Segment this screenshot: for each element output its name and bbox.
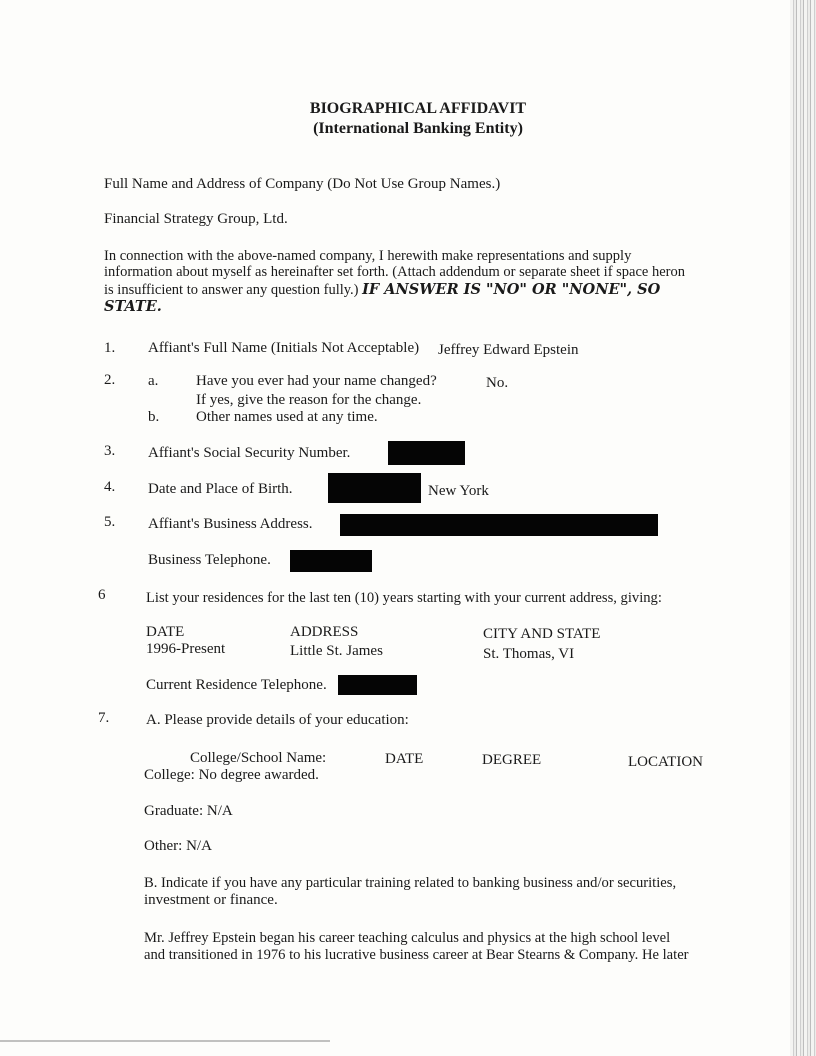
q4-number: 4.: [104, 479, 116, 495]
q7-header-location: LOCATION: [628, 754, 703, 770]
q2-number: 2.: [104, 372, 116, 388]
q6-header-city-state: CITY AND STATE: [483, 626, 601, 642]
intro-emphasis: IF ANSWER IS "NO" OR "NONE", SO: [362, 281, 661, 298]
scan-edge-artifact: [790, 0, 816, 1056]
q7-bio-line-2: and transitioned in 1976 to his lucrative business career at Bear Stearns & Company. He later: [144, 947, 689, 963]
q5-phone-label: Business Telephone.: [148, 552, 271, 568]
q6-number: 6: [98, 587, 106, 603]
q7-header-school: College/School Name:: [190, 750, 327, 766]
q2-a-label: Have you ever had your name changed?: [196, 373, 437, 389]
q7-college: College: No degree awarded.: [144, 767, 319, 783]
q6-phone-label: Current Residence Telephone.: [146, 677, 327, 693]
document-title: BIOGRAPHICAL AFFIDAVIT: [309, 100, 527, 117]
q2-a-answer: No.: [486, 375, 509, 391]
q2-b-label: Other names used at any time.: [196, 409, 378, 425]
q6-header-address: ADDRESS: [290, 624, 359, 640]
redaction-business-phone: [290, 550, 372, 572]
q4-place: New York: [428, 483, 489, 499]
q7-number: 7.: [98, 710, 110, 726]
company-label: Full Name and Address of Company (Do Not Use Group Names.): [104, 176, 501, 192]
q3-number: 3.: [104, 443, 116, 459]
q2-a-letter: a.: [148, 373, 159, 389]
intro-line-2: information about myself as hereinafter set forth. (Attach addendum or separate sheet if space heron: [104, 264, 685, 280]
q7-bio-line-1: Mr. Jeffrey Epstein began his career teaching calculus and physics at the high school level: [144, 930, 671, 946]
q5-label: Affiant's Business Address.: [148, 516, 313, 532]
q7-header-degree: DEGREE: [482, 752, 542, 768]
q7-b-line-2: investment or finance.: [144, 892, 278, 908]
redaction-ssn: [388, 441, 465, 465]
q6-row-address: Little St. James: [290, 643, 383, 659]
intro-emphasis-end: STATE.: [104, 298, 162, 315]
q7-a-label: A. Please provide details of your education:: [146, 712, 409, 728]
q7-graduate: Graduate: N/A: [144, 803, 233, 819]
q1-label: Affiant's Full Name (Initials Not Acceptable): [148, 340, 420, 356]
q7-other: Other: N/A: [144, 838, 212, 854]
intro-line-3: [104, 281, 660, 299]
q1-value: Jeffrey Edward Epstein: [438, 342, 579, 358]
q7-header-date: DATE: [385, 751, 424, 767]
company-name: Financial Strategy Group, Ltd.: [104, 211, 288, 227]
q3-label: Affiant's Social Security Number.: [148, 445, 351, 461]
q2-a-sub: If yes, give the reason for the change.: [196, 392, 422, 408]
redaction-residence-phone: [338, 675, 417, 695]
intro-line-1: In connection with the above-named company, I herewith make representations and supply: [104, 248, 632, 264]
q6-row-date: 1996-Present: [146, 641, 226, 657]
q4-label: Date and Place of Birth.: [148, 481, 293, 497]
q7-b-line-1: B. Indicate if you have any particular training related to banking business and/or securities,: [144, 875, 677, 891]
redaction-birth-date: [328, 473, 421, 503]
document-subtitle: (International Banking Entity): [313, 120, 523, 137]
redaction-business-address: [340, 514, 658, 536]
q6-header-date: DATE: [146, 624, 185, 640]
q1-number: 1.: [104, 340, 116, 356]
q5-number: 5.: [104, 514, 116, 530]
q2-b-letter: b.: [148, 409, 160, 425]
scan-bottom-artifact: [0, 1040, 330, 1042]
q6-row-city-state: St. Thomas, VI: [483, 646, 575, 662]
intro-line-3-text: is insufficient to answer any question fully.): [104, 282, 359, 298]
q6-label: List your residences for the last ten (10) years starting with your current address, giving:: [146, 590, 662, 606]
